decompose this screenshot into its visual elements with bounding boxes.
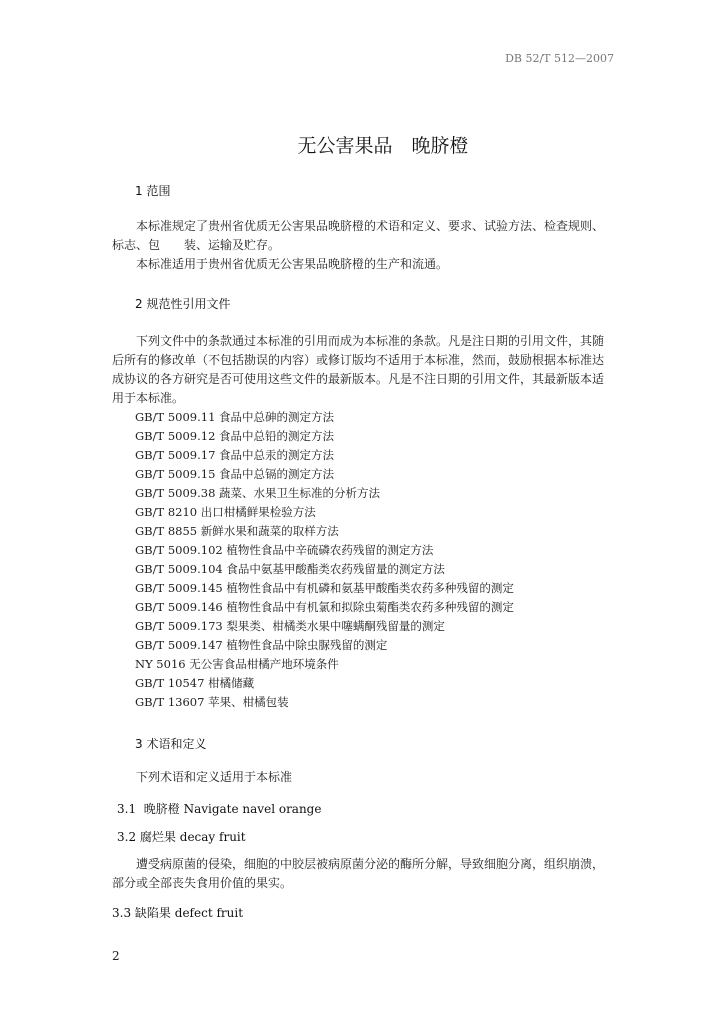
term-chinese: 腐烂果 <box>139 830 176 844</box>
reference-item: GB/T 5009.15 食品中总镉的测定方法 <box>135 467 335 481</box>
term-3-2 <box>117 828 246 845</box>
section-1-paragraph-2 <box>112 255 614 274</box>
reference-item: NY 5016 无公害食品柑橘产地环境条件 <box>135 657 339 671</box>
reference-item: GB/T 10547 柑橘储藏 <box>135 676 255 690</box>
term-number: 3.1 <box>117 802 137 816</box>
section-1-paragraph-1 <box>112 217 614 255</box>
reference-item: GB/T 5009.146 植物性食品中有机氯和拟除虫菊酯类农药多种残留的测定 <box>135 600 514 614</box>
term-english: decay fruit <box>179 830 246 844</box>
reference-item: GB/T 5009.145 植物性食品中有机磷和氨基甲酸酯类农药多种残留的测定 <box>135 581 514 595</box>
section-3-heading: 3 术语和定义 <box>135 737 207 751</box>
term-3-1 <box>117 800 321 817</box>
term-number: 3.3 <box>112 906 132 920</box>
reference-item: GB/T 8210 出口柑橘鲜果检验方法 <box>135 505 316 519</box>
term-3-3 <box>112 904 243 921</box>
reference-item: GB/T 5009.17 食品中总汞的测定方法 <box>135 448 335 462</box>
section-2-intro <box>112 332 614 408</box>
reference-item: GB/T 5009.12 食品中总铅的测定方法 <box>135 429 335 443</box>
reference-item: GB/T 5009.38 蔬菜、水果卫生标准的分析方法 <box>135 486 381 500</box>
document-code: DB 52/T 512—2007 <box>505 52 614 65</box>
section-2-heading: 2 规范性引用文件 <box>135 297 231 311</box>
reference-item: GB/T 5009.173 梨果类、柑橘类水果中噻螨酮残留量的测定 <box>135 619 445 633</box>
term-chinese: 缺陷果 <box>134 906 171 920</box>
reference-item: GB/T 5009.102 植物性食品中辛硫磷农药残留的测定方法 <box>135 543 434 557</box>
term-3-2-definition <box>112 855 614 893</box>
reference-item: GB/T 8855 新鲜水果和蔬菜的取样方法 <box>135 524 339 538</box>
section-2-intro-text: 下列文件中的条款通过本标准的引用而成为本标准的条款。凡是注日期的引用文件，其随后所有的修改单（不包括勘误的内容）或修订版均不适用于本标准，然而，鼓励根据本标准达成协议的各方研究是否可使用这些文件的最新版本。凡是不注日期的引用文件，其最新版本适用于本标准。 <box>112 334 605 405</box>
reference-item: GB/T 5009.104 食品中氨基甲酸酯类农药残留量的测定方法 <box>135 562 445 576</box>
term-chinese: 晚脐橙 <box>143 802 180 816</box>
term-english: defect fruit <box>174 906 244 920</box>
page-number: 2 <box>112 949 120 963</box>
section-1-heading: 1 范围 <box>135 184 171 198</box>
term-number: 3.2 <box>117 830 137 844</box>
term-english: Navigate navel orange <box>183 802 322 816</box>
document-title: 无公害果品 晚脐橙 <box>297 135 469 157</box>
section-1-paragraph-1-text: 本标准规定了贵州省优质无公害果品晚脐橙的术语和定义、要求、试验方法、检查规则、标志、包 装、运输及贮存。 <box>112 219 605 252</box>
term-definition-text: 遭受病原菌的侵染，细胞的中胶层被病原菌分泌的酶所分解，导致细胞分离，组织崩溃，部分或全部丧失食用价值的果实。 <box>112 857 605 890</box>
normative-references-list <box>135 408 514 712</box>
reference-item: GB/T 5009.11 食品中总砷的测定方法 <box>135 410 335 424</box>
reference-item: GB/T 13607 苹果、柑橘包装 <box>135 695 289 709</box>
reference-item: GB/T 5009.147 植物性食品中除虫脲残留的测定 <box>135 638 388 652</box>
section-1-paragraph-2-text: 本标准适用于贵州省优质无公害果品晚脐橙的生产和流通。 <box>136 257 449 271</box>
section-3-intro <box>112 768 614 787</box>
section-3-intro-text: 下列术语和定义适用于本标准 <box>136 770 293 784</box>
